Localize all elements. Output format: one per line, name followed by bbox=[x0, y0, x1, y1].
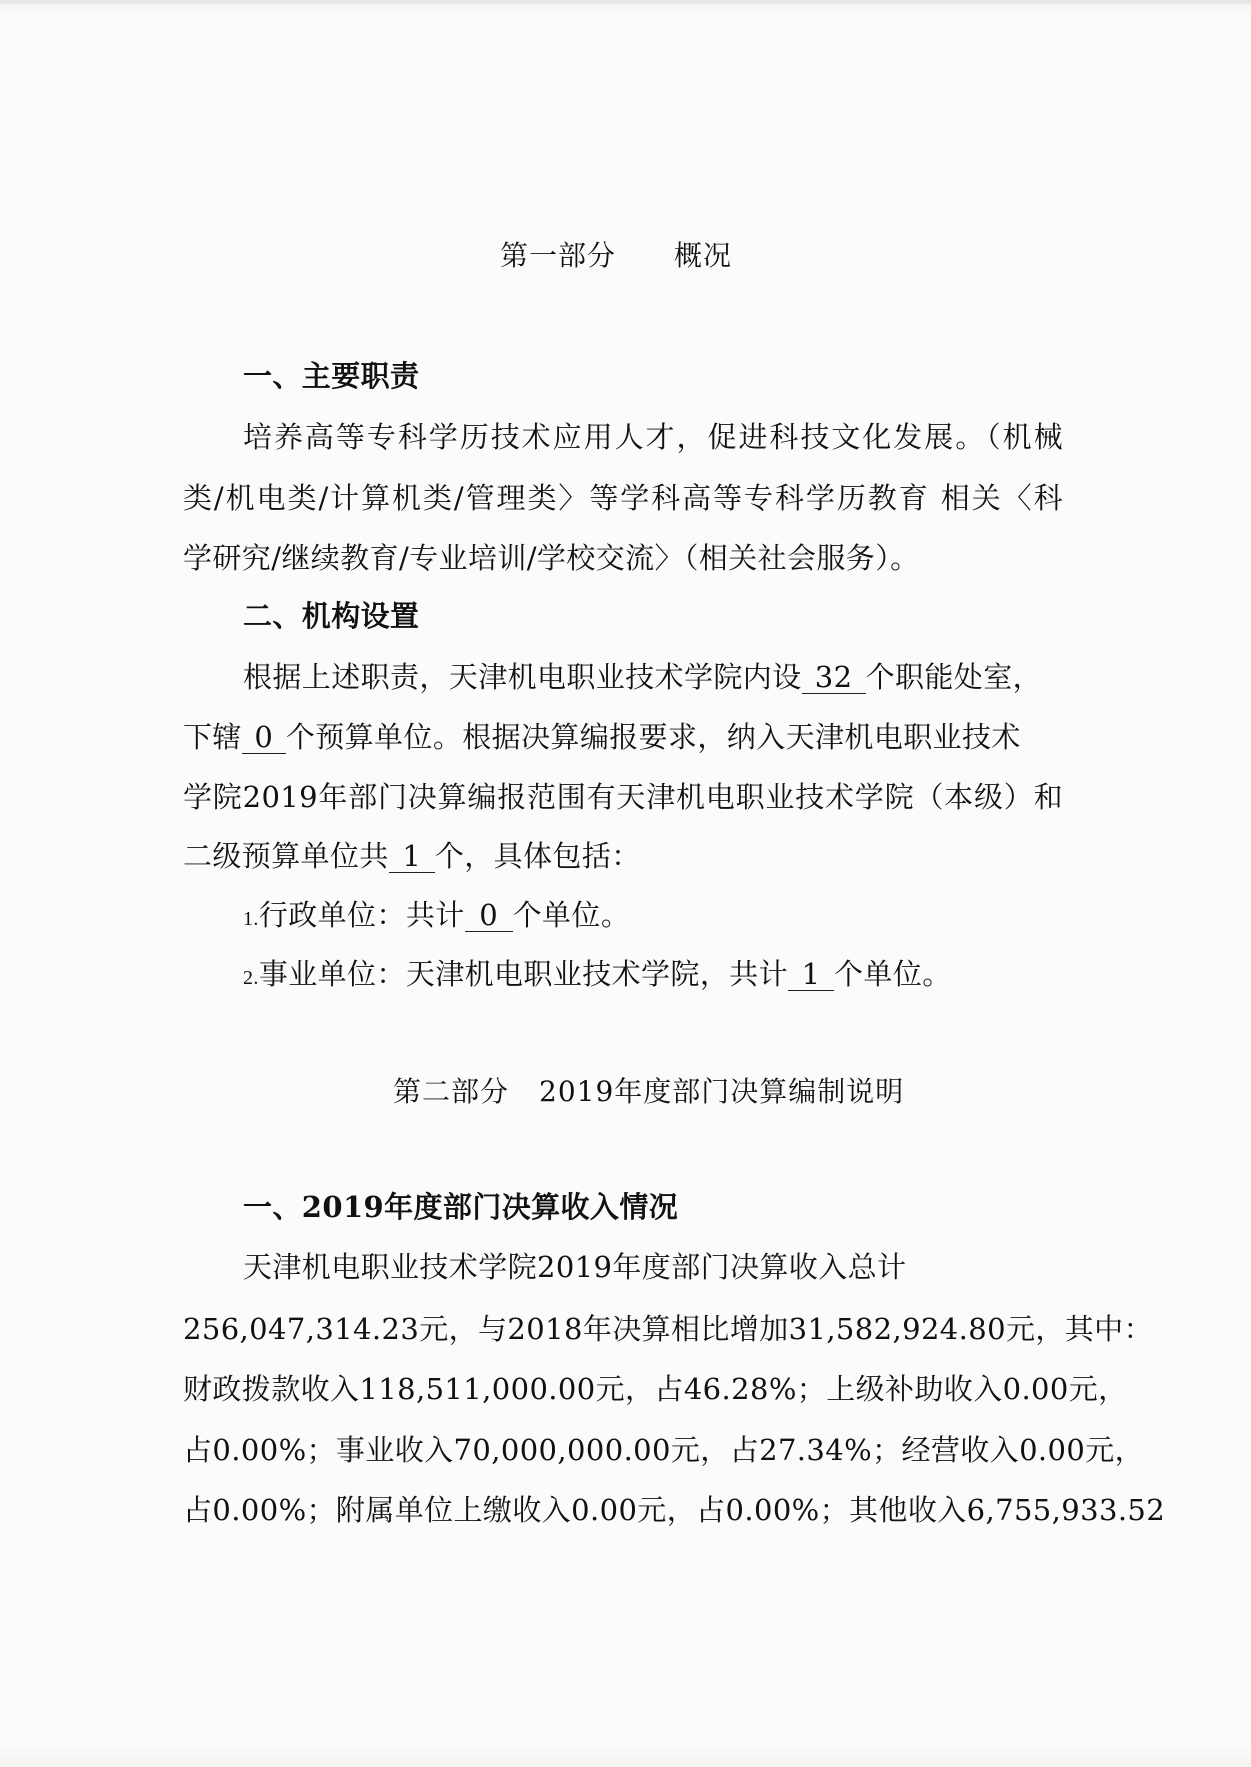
sec2-line-2 bbox=[183, 719, 1021, 755]
income-line-3: 财政拨款收入118,511,000.00元，占46.28%；上级补助收入0.00元， bbox=[183, 1372, 1128, 1406]
income-heading: 一、2019年度部门决算收入情况 bbox=[243, 1190, 679, 1224]
sec2-line-1 bbox=[243, 659, 1042, 695]
sec2-line-1-post: 个职能处室， bbox=[865, 660, 1043, 694]
income-line-2: 256,047,314.23元，与2018年决算相比增加31,582,924.80元，其中： bbox=[183, 1312, 1153, 1346]
sec2-line-4-pre: 二级预算单位共 bbox=[183, 839, 389, 873]
budget-unit-count: 0 bbox=[242, 721, 286, 754]
sec1-line-1: 培养高等专科学历技术应用人才，促进科技文化发展。（机械 bbox=[243, 420, 1063, 454]
part2-title-left: 第二部分 bbox=[393, 1075, 510, 1108]
sec2-item-2-post: 个单位。 bbox=[834, 957, 952, 991]
part2-title bbox=[393, 1074, 904, 1110]
sec2-item-1-pre: 行政单位：共计 bbox=[258, 898, 465, 932]
sec2-item-1 bbox=[243, 897, 630, 937]
institution-unit-count: 1 bbox=[788, 958, 834, 991]
sec2-line-2-pre: 下辖 bbox=[183, 720, 242, 754]
sec2-item-1-number: 1. bbox=[243, 908, 259, 930]
sec2-line-4-post: 个，具体包括： bbox=[434, 839, 641, 873]
scan-edge bbox=[0, 0, 1251, 4]
income-line-1: 天津机电职业技术学院2019年度部门决算收入总计 bbox=[243, 1250, 907, 1284]
sec1-line-3: 学研究/继续教育/专业培训/学校交流〉（相关社会服务）。 bbox=[183, 541, 920, 575]
part2-title-right: 2019年度部门决算编制说明 bbox=[539, 1075, 905, 1108]
sec1-heading: 一、主要职责 bbox=[243, 359, 420, 393]
income-line-5: 占0.00%；附属单位上缴收入0.00元，占0.00%；其他收入6,755,933.52 bbox=[183, 1493, 1166, 1527]
secondary-unit-count: 1 bbox=[389, 840, 435, 873]
admin-unit-count: 0 bbox=[465, 899, 513, 932]
income-line-4: 占0.00%；事业收入70,000,000.00元，占27.34%；经营收入0.00元， bbox=[183, 1433, 1145, 1467]
sec2-item-1-post: 个单位。 bbox=[512, 898, 631, 932]
sec1-line-2: 类/机电类/计算机类/管理类〉等学科高等专科学历教育 相关〈科 bbox=[183, 481, 1063, 515]
part1-title-left: 第一部分 bbox=[500, 239, 617, 272]
part1-title-right: 概况 bbox=[674, 239, 733, 272]
sec2-heading: 二、机构设置 bbox=[243, 599, 420, 633]
sec2-line-2-post: 个预算单位。根据决算编报要求，纳入天津机电职业技术 bbox=[285, 720, 1021, 754]
office-count: 32 bbox=[802, 661, 866, 694]
sec2-line-4 bbox=[183, 838, 641, 874]
sec2-item-2-number: 2. bbox=[243, 967, 259, 989]
sec2-line-3: 学院2019年部门决算编报范围有天津机电职业技术学院（本级）和 bbox=[183, 780, 1063, 814]
sec2-item-2-pre: 事业单位：天津机电职业技术学院，共计 bbox=[258, 957, 789, 991]
part1-title bbox=[500, 238, 732, 274]
sec2-item-2 bbox=[243, 956, 952, 996]
sec2-line-1-pre: 根据上述职责，天津机电职业技术学院内设 bbox=[243, 660, 802, 694]
